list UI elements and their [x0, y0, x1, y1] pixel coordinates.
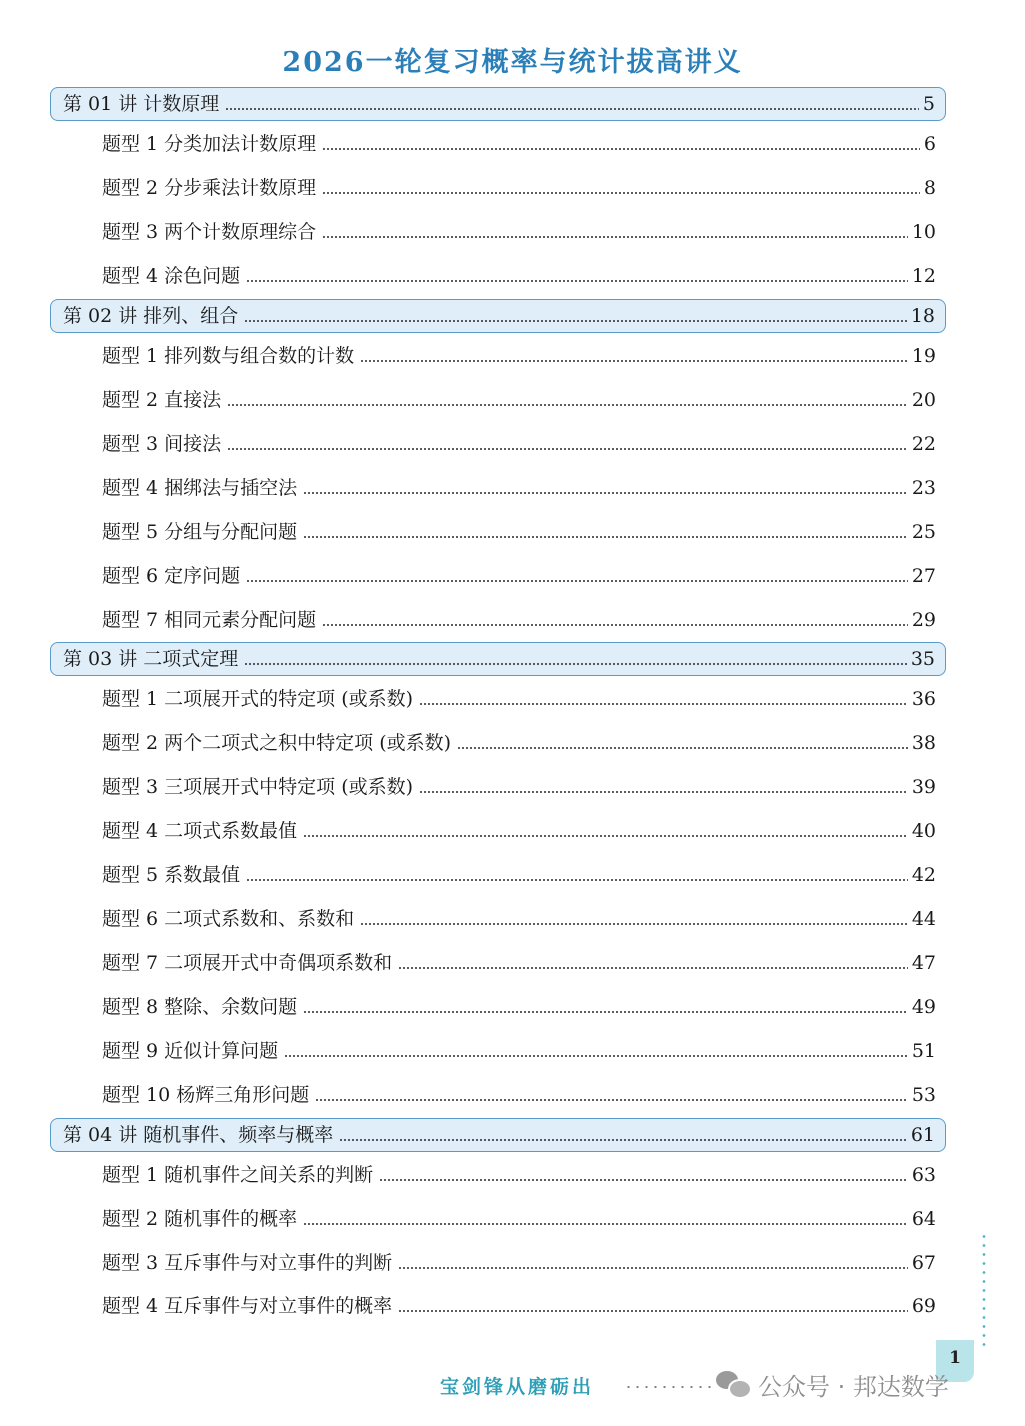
toc-item[interactable]: [102, 992, 936, 1022]
footer-dotted-line: [624, 1386, 714, 1388]
leader-dots: [303, 1011, 908, 1013]
leader-dots: [379, 1179, 908, 1181]
toc-item[interactable]: [102, 517, 936, 547]
toc-label: 题型 6 定序问题: [102, 565, 241, 587]
toc-page: 36: [911, 688, 936, 710]
leader-dots: [360, 923, 908, 925]
toc-chapter-04[interactable]: [50, 1118, 946, 1152]
toc-label: 题型 5 系数最值: [102, 864, 241, 886]
toc-item[interactable]: [102, 429, 936, 459]
leader-dots: [315, 1099, 908, 1101]
decorative-dotted-line: [982, 1232, 986, 1352]
leader-dots: [303, 835, 908, 837]
toc-label: 题型 9 近似计算问题: [102, 1040, 279, 1062]
toc-page: 39: [911, 776, 936, 798]
toc-label: 题型 7 相同元素分配问题: [102, 609, 317, 631]
document-title: 2026一轮复习概率与统计拔高讲义: [282, 47, 743, 78]
leader-dots: [322, 192, 920, 194]
toc-page: 49: [911, 996, 936, 1018]
toc-item[interactable]: [102, 1248, 936, 1278]
toc-page: 35: [910, 648, 935, 670]
toc-item[interactable]: [102, 1080, 936, 1110]
toc-label: 第 03 讲 二项式定理: [63, 648, 239, 670]
leader-dots: [457, 747, 908, 749]
toc-page: 69: [911, 1295, 936, 1317]
leader-dots: [244, 663, 907, 665]
toc-label: 题型 3 间接法: [102, 433, 222, 455]
toc-item[interactable]: [102, 684, 936, 714]
leader-dots: [284, 1055, 908, 1057]
toc-item[interactable]: [102, 605, 936, 635]
toc-page: 47: [911, 952, 936, 974]
toc-label: 题型 1 分类加法计数原理: [102, 133, 317, 155]
toc-item[interactable]: [102, 341, 936, 371]
toc-chapter-03[interactable]: [50, 642, 946, 676]
toc-page: 25: [911, 521, 936, 543]
toc-page: 10: [911, 221, 936, 243]
leader-dots: [419, 703, 908, 705]
toc-page: 22: [911, 433, 936, 455]
toc-page: 67: [911, 1252, 936, 1274]
toc-item[interactable]: [102, 1291, 936, 1321]
leader-dots: [339, 1139, 907, 1141]
toc-item[interactable]: [102, 261, 936, 291]
toc-label: 第 02 讲 排列、组合: [63, 305, 239, 327]
toc-page: 19: [911, 345, 936, 367]
toc-item[interactable]: [102, 385, 936, 415]
toc-label: 题型 4 互斥事件与对立事件的概率: [102, 1295, 393, 1317]
toc-page: 42: [911, 864, 936, 886]
toc-label: 第 04 讲 随机事件、频率与概率: [63, 1124, 334, 1146]
toc-page: 5: [922, 93, 935, 115]
toc-item[interactable]: [102, 904, 936, 934]
toc-label: 题型 7 二项展开式中奇偶项系数和: [102, 952, 393, 974]
toc-label: 题型 1 排列数与组合数的计数: [102, 345, 355, 367]
toc-item[interactable]: [102, 728, 936, 758]
leader-dots: [398, 1310, 908, 1312]
toc-label: 题型 5 分组与分配问题: [102, 521, 298, 543]
toc-page: 40: [911, 820, 936, 842]
toc-label: 题型 10 杨辉三角形问题: [102, 1084, 310, 1106]
toc-item[interactable]: [102, 217, 936, 247]
leader-dots: [322, 236, 908, 238]
leader-dots: [303, 536, 908, 538]
toc-label: 题型 2 分步乘法计数原理: [102, 177, 317, 199]
leader-dots: [244, 320, 907, 322]
toc-chapter-02[interactable]: [50, 299, 946, 333]
leader-dots: [303, 492, 908, 494]
leader-dots: [419, 791, 908, 793]
toc-label: 题型 1 二项展开式的特定项 (或系数): [102, 688, 414, 710]
toc-label: 题型 8 整除、余数问题: [102, 996, 298, 1018]
toc-chapter-01[interactable]: [50, 87, 946, 121]
toc-page: 51: [911, 1040, 936, 1062]
toc-label: 第 01 讲 计数原理: [63, 93, 220, 115]
toc-label: 题型 3 两个计数原理综合: [102, 221, 317, 243]
toc-page: 12: [911, 265, 936, 287]
toc-page: 61: [910, 1124, 935, 1146]
toc-page: 29: [911, 609, 936, 631]
toc-item[interactable]: [102, 772, 936, 802]
toc-item[interactable]: [102, 1160, 936, 1190]
toc-label: 题型 4 涂色问题: [102, 265, 241, 287]
toc-label: 题型 2 两个二项式之积中特定项 (或系数): [102, 732, 452, 754]
toc-item[interactable]: [102, 816, 936, 846]
leader-dots: [225, 108, 919, 110]
toc-item[interactable]: [102, 948, 936, 978]
toc-label: 题型 3 互斥事件与对立事件的判断: [102, 1252, 393, 1274]
toc-label: 题型 6 二项式系数和、系数和: [102, 908, 355, 930]
toc-item[interactable]: [102, 561, 936, 591]
toc-page: 53: [911, 1084, 936, 1106]
leader-dots: [303, 1223, 908, 1225]
toc-item[interactable]: [102, 129, 936, 159]
watermark-text: 公众号 · 邦达数学: [758, 1372, 949, 1401]
toc-label: 题型 2 直接法: [102, 389, 222, 411]
toc-page: 23: [911, 477, 936, 499]
leader-dots: [322, 148, 920, 150]
leader-dots: [246, 280, 908, 282]
page-number: 1: [936, 1340, 974, 1382]
leader-dots: [360, 360, 908, 362]
toc-label: 题型 2 随机事件的概率: [102, 1208, 298, 1230]
toc-page: 64: [911, 1208, 936, 1230]
wechat-icon: [716, 1369, 750, 1399]
toc-label: 题型 1 随机事件之间关系的判断: [102, 1164, 374, 1186]
toc-item[interactable]: [102, 860, 936, 890]
leader-dots: [322, 624, 908, 626]
toc-item[interactable]: [102, 1036, 936, 1066]
leader-dots: [227, 448, 908, 450]
toc-page: 18: [910, 305, 935, 327]
leader-dots: [398, 967, 908, 969]
toc-page: 8: [923, 177, 936, 199]
toc-item[interactable]: [102, 173, 936, 203]
watermark: [716, 1366, 949, 1402]
leader-dots: [227, 404, 908, 406]
toc-page: 6: [923, 133, 936, 155]
toc-label: 题型 4 捆绑法与插空法: [102, 477, 298, 499]
leader-dots: [246, 580, 908, 582]
toc-label: 题型 4 二项式系数最值: [102, 820, 298, 842]
toc-page: 27: [911, 565, 936, 587]
toc-page: 38: [911, 732, 936, 754]
toc-page: 20: [911, 389, 936, 411]
toc-item[interactable]: [102, 1204, 936, 1234]
toc-label: 题型 3 三项展开式中特定项 (或系数): [102, 776, 414, 798]
leader-dots: [398, 1267, 908, 1269]
toc-page: 63: [911, 1164, 936, 1186]
footer-motto: 宝剑锋从磨砺出: [440, 1376, 595, 1398]
toc-page: 44: [911, 908, 936, 930]
leader-dots: [246, 879, 908, 881]
toc-item[interactable]: [102, 473, 936, 503]
